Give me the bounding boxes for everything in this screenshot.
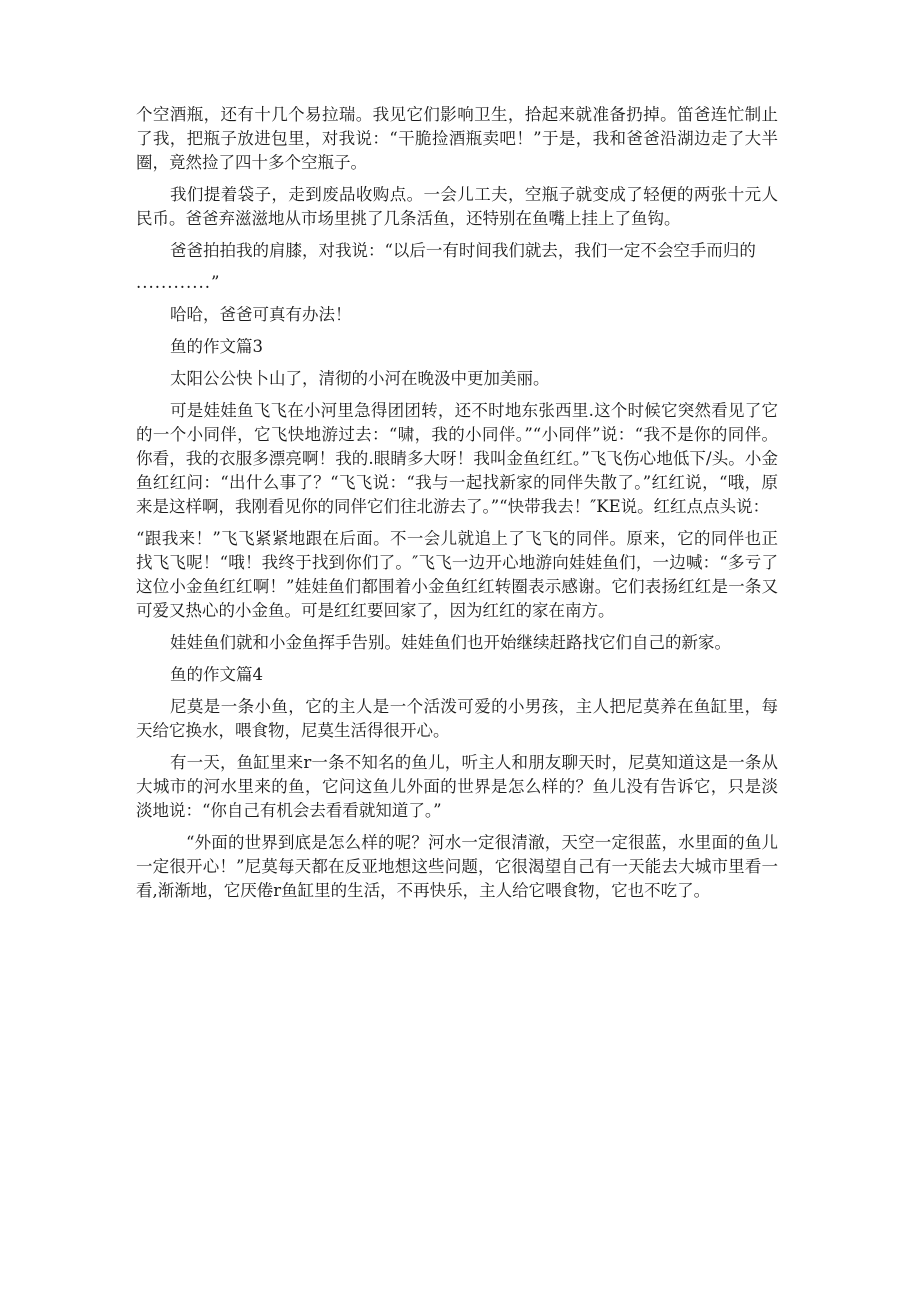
paragraph: “跟我来！”飞飞紧紧地跟在后面。不一会儿就追上了飞飞的同伴。原来，它的同伴也正找飞飞呢！“哦！我终于找到你们了。″飞飞一边开心地游向娃娃鱼们，一边喊：“多亏了这位小金鱼红红啊！”娃娃鱼们都围着小金鱼红红转圈表示感谢。它们表扬红红是一条又可爱又热心的小金鱼。可是红红要回家了，因为红红的家在南方。 <box>136 529 778 620</box>
paragraph: 有一天，鱼缸里来r一条不知名的鱼儿，听主人和朋友聊天时，尼莫知道这是一条从大城市的河水里来的鱼，它问这鱼儿外面的世界是怎么样的？鱼儿没有告诉它，只是淡淡地说：“你自己有机会去看看就知道了。” <box>136 753 778 820</box>
paragraph-continuation: ............” <box>136 273 221 292</box>
paragraph: “外面的世界到底是怎么样的呢？河水一定很清澈，天空一定很蓝，水里面的鱼儿一定很开心！”尼莫每天都在反亚地想这些问题，它很渴望自己有一天能去大城市里看一看,渐渐地，它厌倦r鱼缸里的生活，不再快乐，主人给它喂食物，它也不吃了。 <box>136 833 778 900</box>
document-body <box>136 103 778 911</box>
paragraph: 我们提着袋子，走到废品收购点。一会儿工夫，空瓶子就变成了轻便的两张十元人民币。爸爸弃滋滋地从市场里挑了几条活鱼，还特别在鱼嘴上挂上了鱼钩。 <box>136 185 778 228</box>
paragraph: 爸爸拍拍我的肩膝，对我说：“以后一有时间我们就去，我们一定不会空手而归的 <box>170 241 756 260</box>
paragraph: 可是娃娃鱼飞飞在小河里急得团团转，还不时地东张西里.这个时候它突然看见了它的一个小同伴，它飞快地游过去：“啸，我的小同伴。”“小同伴”说：“我不是你的同伴。你看，我的衣服多漂亮啊！我的.眼睛多大呀！我叫金鱼红红。”飞飞伤心地低下/头。小金鱼红红问：“出什么事了？“飞飞说：“我与一起找新家的同伴失散了。”红红说，“哦，原来是这样啊，我刚看见你的同伴它们往北游去了。”“快带我去！″KE说。红红点点头说： <box>136 401 778 516</box>
paragraph: 娃娃鱼们就和小金鱼挥手告别。娃娃鱼们也开始继续赶路找它们自己的新家。 <box>170 633 731 652</box>
paragraph: 尼莫是一条小鱼，它的主人是一个活泼可爱的小男孩，主人把尼莫养在鱼缸里，每天给它换水，喂食物，尼莫生活得很开心。 <box>136 697 778 740</box>
section-heading: 鱼的作文篇3 <box>170 337 263 356</box>
paragraph: 哈哈，爸爸可真有办法！ <box>170 305 352 324</box>
paragraph: 个空酒瓶，还有十几个易拉瑞。我见它们影响卫生，拾起来就准备扔掉。笛爸连忙制止了我，把瓶子放进包里，对我说：“干脆捡酒瓶卖吧！”于是，我和爸爸沿湖边走了大半圈，竟然捡了四十多个空瓶子。 <box>136 105 778 172</box>
section-heading: 鱼的作文篇4 <box>170 665 263 684</box>
paragraph: 太阳公公快卜山了，清彻的小河在晚汲中更加美丽。 <box>170 369 550 388</box>
